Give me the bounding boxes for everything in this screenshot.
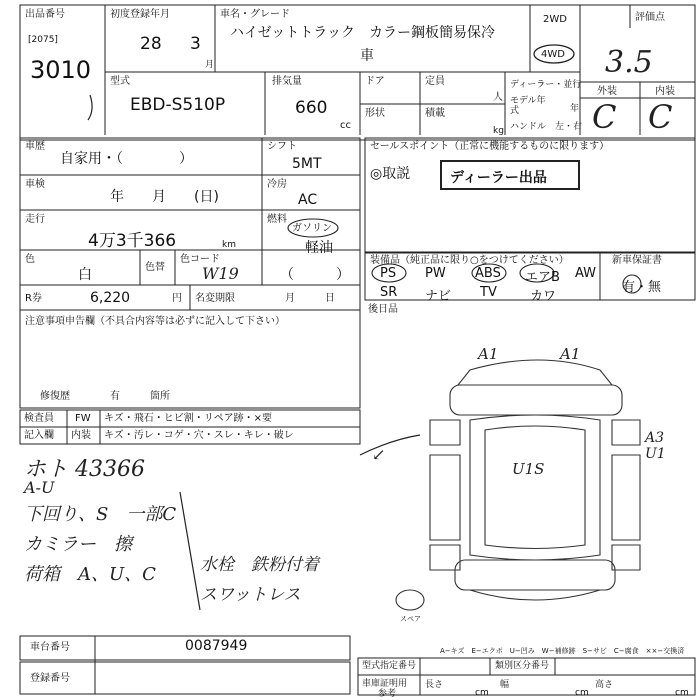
model-year-unit: 年	[570, 104, 580, 114]
mileage-value: 4万3千366	[88, 231, 177, 251]
tax-label: 名変期限	[195, 293, 235, 304]
cm-1: cm	[475, 688, 489, 698]
color-code-label: 色コード	[180, 254, 220, 265]
legend: A−キズ E−エクボ U−凹み W−補修跡 S−サビ C−腐食 ××−交換済	[440, 647, 685, 655]
fuel-gasoline: ガソリン	[292, 223, 332, 234]
first-reg-month: 3	[190, 34, 201, 54]
model-year-label: モデル年式	[510, 96, 546, 116]
ref-label: 参考	[378, 689, 397, 699]
equip-leather: カワ	[530, 289, 557, 304]
chassis-value: 0087949	[185, 638, 248, 654]
first-reg-month-unit: 月	[205, 60, 215, 70]
repair-value: 有	[110, 391, 120, 402]
capacity-unit: 人	[493, 92, 503, 103]
tax-value: 月 日	[285, 293, 335, 304]
shape-label: 形状	[365, 108, 385, 119]
diag-a3u1: A3 U1	[645, 430, 666, 462]
spare-label: スペア	[400, 615, 421, 623]
ac-label: 冷房	[267, 179, 287, 190]
mileage-unit: km	[222, 240, 236, 250]
recycle-value: 6,220	[90, 290, 131, 306]
drive-2wd: 2WD	[543, 14, 567, 25]
interior-label: 内装	[655, 86, 675, 97]
lot-label: 出品番号	[25, 9, 65, 20]
equip-abs: ABS	[475, 266, 501, 281]
color-code-value: W19	[202, 264, 239, 283]
name-grade-value2: 車	[360, 48, 374, 64]
name-grade-value: ハイゼットトラック カラー鋼板簡易保冷	[230, 25, 496, 41]
note-line2: A-U	[24, 478, 55, 497]
lot-number: 3010	[30, 56, 92, 84]
color-label: 色	[25, 254, 35, 265]
note-line3: 下回り、S 一部C	[24, 504, 177, 525]
import-label: ディーラー・並行	[510, 80, 582, 90]
first-reg-year: 28	[140, 34, 162, 54]
reg-label: 登録番号	[30, 673, 70, 684]
reg-cert-label: 車庫証明用	[362, 679, 408, 689]
fuel-light-oil: 軽油	[305, 240, 333, 256]
capacity-label: 定員	[425, 76, 445, 87]
color-value: 白	[78, 267, 92, 283]
inspector-label: 検査員	[24, 413, 54, 424]
shift-label: シフト	[267, 141, 297, 152]
car-diagram	[396, 360, 640, 610]
mileage-label: 走行	[25, 214, 45, 225]
note-line5: 荷箱 A、U、C	[24, 564, 156, 585]
diag-a1-left: A1	[478, 345, 499, 363]
interior-items: キズ・汚レ・コゲ・穴・スレ・キレ・破レ	[104, 430, 294, 441]
cm-2: cm	[575, 688, 589, 698]
model-value: EBD-S510P	[130, 95, 226, 115]
door-label: ドア	[365, 76, 385, 87]
dealer-badge: ディーラー出品	[450, 170, 547, 186]
diag-a1-right: A1	[560, 345, 581, 363]
equip-tv: TV	[480, 285, 497, 300]
diag-arrow: ↙	[372, 445, 386, 464]
sales-point-label: セールスポイント（正常に機能するものに限ります）	[370, 141, 610, 152]
load-label: 積載	[425, 108, 445, 119]
height-label: 高さ	[595, 680, 614, 690]
note-line4: カミラー 擦	[24, 534, 132, 555]
equip-airbag: エアB	[525, 270, 560, 285]
fuel-paren: （ ）	[280, 267, 350, 283]
name-grade-label: 車名・グレード	[220, 9, 290, 20]
score-value: 3.5	[605, 45, 653, 80]
diag-u1s: U1S	[512, 460, 545, 478]
first-reg-label: 初度登録年月	[110, 9, 170, 20]
cm-3: cm	[675, 688, 689, 698]
exterior-value: C	[592, 98, 617, 136]
model-desc-label2: 類別区分番号	[495, 661, 550, 671]
warranty-label: 新車保証書	[612, 255, 662, 266]
repair-label: 修復歴	[40, 391, 70, 402]
chassis-label: 車台番号	[30, 642, 70, 653]
model-desc-label: 型式指定番号	[362, 661, 417, 671]
recycle-label: R券	[25, 293, 42, 304]
width-label: 幅	[500, 680, 510, 690]
interior-row-label: 内装	[71, 430, 91, 441]
note-line6: 水栓 鉄粉付着	[200, 555, 319, 575]
note-line7: スワットレス	[200, 585, 301, 605]
usage-label: 車歴	[25, 141, 45, 152]
length-label: 長さ	[425, 680, 444, 690]
displacement-value: 660	[295, 98, 328, 118]
fw-label: FW	[75, 413, 91, 424]
sales-point-item: ◎取説	[370, 166, 411, 182]
score-label: 評価点	[635, 12, 665, 23]
interior-value: C	[648, 98, 673, 136]
drive-4wd: 4WD	[541, 49, 565, 60]
displacement-label: 排気量	[272, 76, 302, 87]
model-label: 型式	[110, 76, 130, 87]
equip-aw: AW	[575, 266, 597, 281]
inspection-value: 年 月 (日)	[110, 189, 219, 205]
equip-sr: SR	[380, 285, 398, 300]
dealer-badge-box	[440, 160, 580, 190]
handle-label: ハンドル 左・右	[510, 122, 583, 132]
usage-value: 自家用・（ ）	[60, 151, 193, 167]
shift-value: 5MT	[292, 156, 322, 172]
exterior-label: 外装	[597, 86, 617, 97]
rear-seat-label: 後日品	[368, 304, 398, 315]
repair-place: 箇所	[150, 391, 170, 402]
equip-navi: ナビ	[425, 289, 452, 304]
notes-label: 注意事項申告欄（不具合内容等は必ずに記入して下さい）	[25, 316, 285, 327]
fw-items: キズ・飛石・ヒビ割・リペア跡・×要	[104, 413, 272, 424]
fuel-label: 燃料	[267, 214, 287, 225]
displacement-unit: cc	[340, 120, 351, 131]
color-change-label: 色替	[145, 262, 165, 273]
recycle-unit: 円	[172, 293, 182, 304]
lot-sub: [2075]	[28, 35, 58, 45]
equip-ps: PS	[380, 266, 397, 281]
inspection-label: 車検	[25, 179, 45, 190]
warranty-value: 有・無	[622, 280, 662, 295]
entry-label: 記入欄	[24, 430, 54, 441]
ac-value: AC	[298, 192, 318, 208]
load-unit: kg	[493, 126, 504, 136]
note-line1: ホト 43366	[24, 457, 145, 482]
equip-pw: PW	[425, 266, 446, 281]
equipment-label: 装備品（純正品に限り○をつけてください）	[370, 255, 569, 266]
